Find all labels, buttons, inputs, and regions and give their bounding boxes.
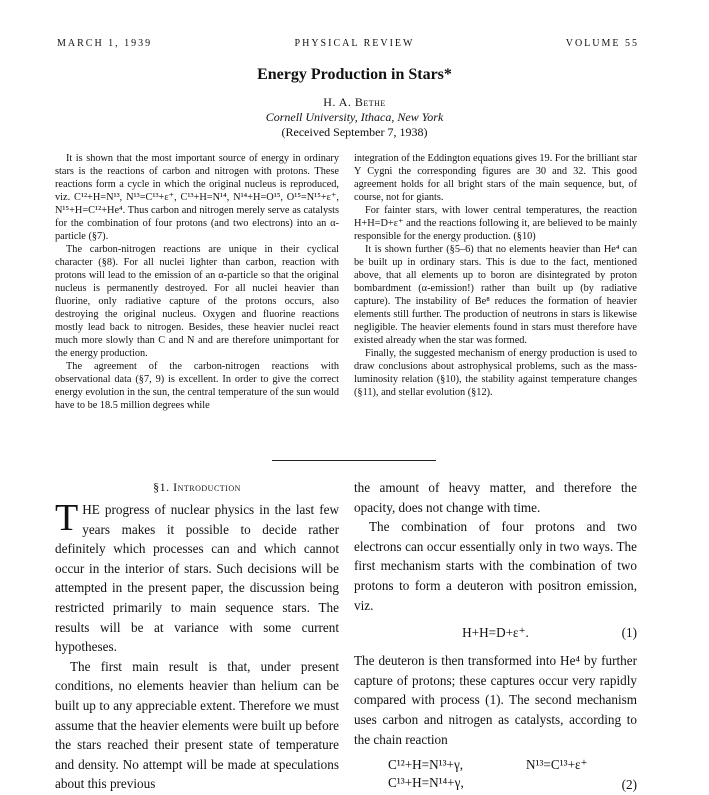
abstract-left-column <box>55 152 339 412</box>
section-number: §1. <box>153 480 170 494</box>
abstract-paragraph: It is shown that the most important source of energy in ordinary stars is the reactions of carbon and nitrogen with protons. These reactions form a cycle in which the original nucleus is reproduced, viz. C¹²+H=N¹³, N¹³=C¹³+ε⁺, C¹³+H=N¹⁴, N¹⁴+H=O¹⁵, O¹⁵=N¹⁵+ε⁺, N¹⁵+H=C¹²+He⁴. Thus carbon and nitrogen merely serve as catalysts for the combination of four protons (and two electrons) into an α-particle (§7). <box>55 153 339 242</box>
abstract-right-column <box>354 152 637 399</box>
section-title: Introduction <box>173 480 241 494</box>
section-heading <box>55 480 339 495</box>
body-right-column <box>354 478 637 795</box>
reaction-line: C¹²+H=N¹³+γ, <box>388 757 464 773</box>
chain-reaction-equations <box>354 755 637 795</box>
received-date: (Received September 7, 1938) <box>281 125 428 139</box>
paper-title: Energy Production in Stars* <box>257 66 452 83</box>
author-name: H. A. Bethe <box>323 95 386 109</box>
abstract-paragraph: It is shown further (§5–6) that no elements heavier than He⁴ can be built up in ordinary stars. This is due to the fact, mentioned above, that all elements up to boron are disintegrated by proton bombardment (α-emission!) rather than built up (by radiative capture). The instability of Be⁸ reduces the formation of heavier elements still further. The production of neutrons in stars is likewise negligible. The heavier elements found in stars must therefore have existed already when the star was formed. <box>354 244 637 346</box>
intro-text: HE progress of nuclear physics in the last few years makes it possible to decide rather definitely which processes can and which cannot occur in the interior of stars. Such decisions will be attempted in the present paper, the discussion being restricted primarily to main sequence stars. The results will be at variance with some current hypotheses. <box>55 502 339 655</box>
body-left-column <box>55 497 339 794</box>
header-date: MARCH 1, 1939 <box>57 38 153 49</box>
abstract-paragraph: The agreement of the carbon-nitrogen reactions with observational data (§7, 9) is excellent. In order to give the correct energy evolution in the sun, the central temperature of the sun would have to be 18.5 million degrees while <box>55 361 339 411</box>
running-header <box>0 38 709 52</box>
reaction-line: N¹³=C¹³+ε⁺ <box>526 757 588 773</box>
drop-cap: T <box>55 497 79 539</box>
equation-number: (2) <box>621 777 637 793</box>
section-divider <box>272 460 436 461</box>
header-journal: PHYSICAL REVIEW <box>294 38 415 49</box>
abstract-paragraph: integration of the Eddington equations gives 19. For the brilliant star Y Cygni the corresponding figures are 30 and 32. This good agreement holds for all bright stars of the main sequence, but, of course, not for giants. <box>354 153 637 203</box>
equation-number: (1) <box>621 625 637 641</box>
body-paragraph: The deuteron is then transformed into He⁴ by further capture of protons; these captures occur very rapidly compared with process (1). The second mechanism uses carbon and nitrogen as catalysts, according to the chain reaction <box>354 653 637 747</box>
abstract-paragraph: For fainter stars, with lower central temperatures, the reaction H+H=D+ε⁺ and the reactions following it, are believed to be mainly responsible for the energy production. (§10) <box>354 205 637 242</box>
intro-paragraph <box>55 497 339 657</box>
intro-paragraph: The first main result is that, under present conditions, no elements heavier than helium can be built up to any appreciable extent. Therefore we must assume that the heavier elements were built up before the stars reached their present state of temperature and density. No attempt will be made at speculations about this previous <box>55 658 339 792</box>
body-paragraph: The combination of four protons and two electrons can occur essentially only in two ways. The first mechanism starts with the combination of two protons to form a deuteron with positron emission, viz. <box>354 519 637 613</box>
abstract-paragraph: The carbon-nitrogen reactions are unique in their cyclical character (§8). For all nuclei lighter than carbon, reaction with protons will lead to the emission of an α-particle so that the original nucleus is permanently destroyed. For all nuclei heavier than fluorine, only radiative capture of the protons occurs, also destroying the original nucleus. Oxygen and fluorine reactions mostly lead back to nitrogen. Besides, these heavier nuclei react much more slowly than C and N and are therefore unimportant for the energy production. <box>55 244 339 359</box>
reaction-line: C¹³+H=N¹⁴+γ, <box>388 775 464 791</box>
body-paragraph: the amount of heavy matter, and therefore the opacity, does not change with time. <box>354 480 637 515</box>
author-affiliation: Cornell University, Ithaca, New York <box>265 110 444 124</box>
abstract-paragraph: Finally, the suggested mechanism of energy production is used to draw conclusions about astrophysical problems, such as the mass-luminosity relation (§10), the stability against temperature changes (§11), and stellar evolution (§12). <box>354 348 637 398</box>
equation-1 <box>354 623 637 643</box>
header-volume: VOLUME 55 <box>565 38 639 49</box>
equation-text: H+H=D+ε⁺. <box>462 625 529 641</box>
